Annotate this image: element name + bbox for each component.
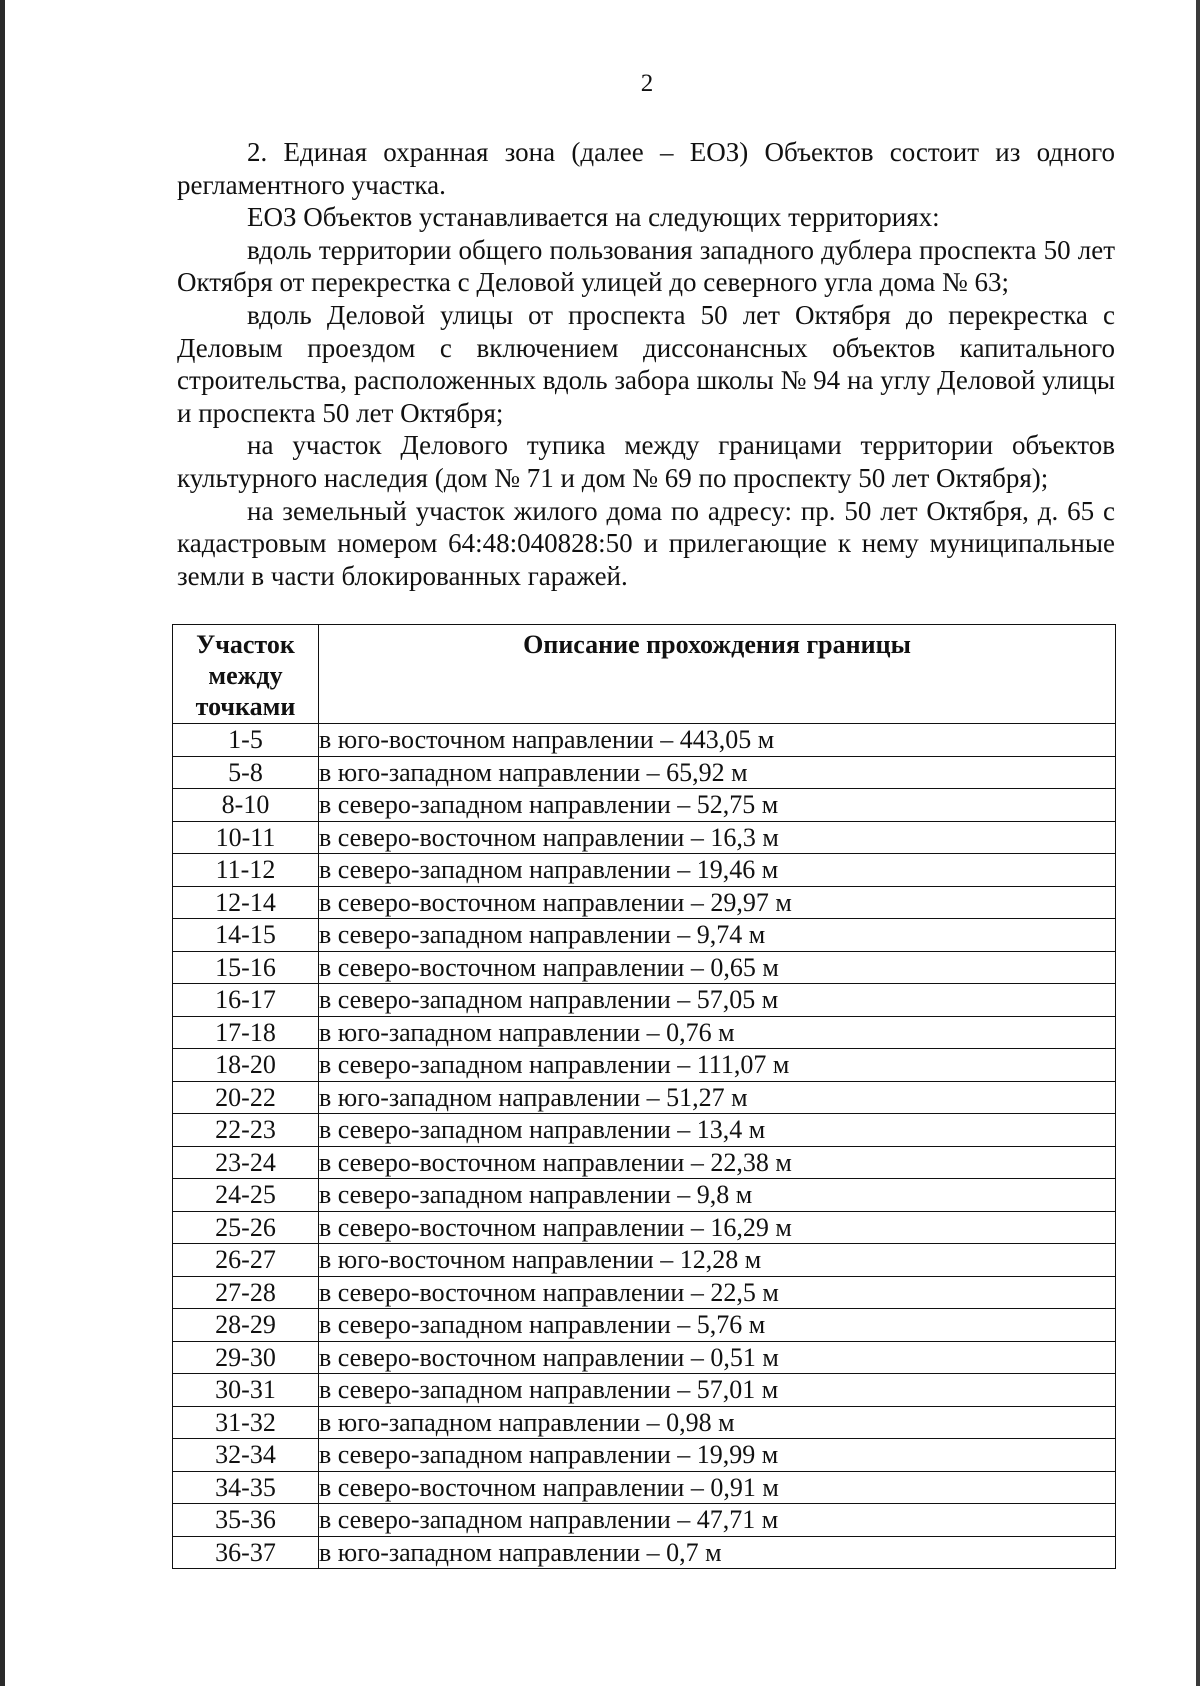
description-cell: в северо-западном направлении – 52,75 м xyxy=(319,789,1116,822)
segment-cell: 17-18 xyxy=(173,1016,319,1049)
description-cell: в северо-западном направлении – 5,76 м xyxy=(319,1309,1116,1342)
table-row xyxy=(173,1211,1116,1244)
description-cell: в северо-восточном направлении – 22,5 м xyxy=(319,1276,1116,1309)
table-row xyxy=(173,984,1116,1017)
description-cell: в северо-западном направлении – 9,8 м xyxy=(319,1179,1116,1212)
paragraph: 2. Единая охранная зона (далее – ЕОЗ) Объектов состоит из одного регламентного участка. xyxy=(177,137,1115,200)
boundary-table xyxy=(172,624,1116,1569)
segment-cell: 34-35 xyxy=(173,1471,319,1504)
paragraph: ЕОЗ Объектов устанавливается на следующих территориях: xyxy=(247,202,940,233)
paragraph: на участок Делового тупика между границами территории объектов культурного наследия (дом № 71 и дом № 69 по проспекту 50 лет Октября); xyxy=(177,430,1115,493)
description-cell: в юго-западном направлении – 0,76 м xyxy=(319,1016,1116,1049)
table-row xyxy=(173,789,1116,822)
description-cell: в юго-западном направлении – 0,98 м xyxy=(319,1406,1116,1439)
description-cell: в северо-западном направлении – 57,05 м xyxy=(319,984,1116,1017)
header-description: Описание прохождения границы xyxy=(319,625,1116,724)
paragraph: на земельный участок жилого дома по адресу: пр. 50 лет Октября, д. 65 с кадастровым номером 64:48:040828:50 и прилегающие к нему муниципальные земли в части блокированных гаражей. xyxy=(177,495,1115,591)
description-cell: в северо-восточном направлении – 16,29 м xyxy=(319,1211,1116,1244)
paragraph: вдоль территории общего пользования западного дублера проспекта 50 лет Октября от перекрестка с Деловой улицей до северного угла дома № 63; xyxy=(177,234,1115,298)
table-row xyxy=(173,1016,1116,1049)
description-cell: в северо-западном направлении – 47,71 м xyxy=(319,1504,1116,1537)
segment-cell: 22-23 xyxy=(173,1114,319,1147)
segment-cell: 1-5 xyxy=(173,724,319,757)
table-row xyxy=(173,1406,1116,1439)
paragraph: вдоль Деловой улицы от проспекта 50 лет Октября до перекрестка с Деловым проездом с включением диссонансных объектов капитального строительства, расположенных вдоль забора школы № 94 на углу Деловой улицы и проспекта 50 лет Октября; xyxy=(177,299,1115,428)
table-row xyxy=(173,1049,1116,1082)
description-cell: в северо-восточном направлении – 29,97 м xyxy=(319,886,1116,919)
table-row xyxy=(173,1081,1116,1114)
table-row xyxy=(173,1179,1116,1212)
table-row xyxy=(173,1114,1116,1147)
segment-cell: 16-17 xyxy=(173,984,319,1017)
table-row xyxy=(173,821,1116,854)
table-row xyxy=(173,1374,1116,1407)
segment-cell: 10-11 xyxy=(173,821,319,854)
table-row xyxy=(173,951,1116,984)
table-row xyxy=(173,886,1116,919)
segment-cell: 24-25 xyxy=(173,1179,319,1212)
table-row xyxy=(173,1471,1116,1504)
table-row xyxy=(173,1439,1116,1472)
header-segment: Участок между точками xyxy=(173,625,319,724)
segment-cell: 23-24 xyxy=(173,1146,319,1179)
table-row xyxy=(173,1276,1116,1309)
segment-cell: 30-31 xyxy=(173,1374,319,1407)
table-row xyxy=(173,1309,1116,1342)
segment-cell: 18-20 xyxy=(173,1049,319,1082)
segment-cell: 15-16 xyxy=(173,951,319,984)
table-row xyxy=(173,1536,1116,1569)
segment-cell: 26-27 xyxy=(173,1244,319,1277)
segment-cell: 25-26 xyxy=(173,1211,319,1244)
segment-cell: 14-15 xyxy=(173,919,319,952)
description-cell: в юго-западном направлении – 65,92 м xyxy=(319,756,1116,789)
scan-edge-right xyxy=(1196,0,1200,1686)
segment-cell: 27-28 xyxy=(173,1276,319,1309)
description-cell: в юго-западном направлении – 51,27 м xyxy=(319,1081,1116,1114)
table-row xyxy=(173,724,1116,757)
table-row xyxy=(173,756,1116,789)
table-row xyxy=(173,919,1116,952)
table-row xyxy=(173,854,1116,887)
description-cell: в северо-восточном направлении – 0,51 м xyxy=(319,1341,1116,1374)
body-text xyxy=(177,136,1115,592)
segment-cell: 8-10 xyxy=(173,789,319,822)
table-row xyxy=(173,1244,1116,1277)
segment-cell: 29-30 xyxy=(173,1341,319,1374)
description-cell: в северо-западном направлении – 57,01 м xyxy=(319,1374,1116,1407)
description-cell: в северо-восточном направлении – 22,38 м xyxy=(319,1146,1116,1179)
description-cell: в юго-восточном направлении – 443,05 м xyxy=(319,724,1116,757)
description-cell: в северо-восточном направлении – 16,3 м xyxy=(319,821,1116,854)
segment-cell: 11-12 xyxy=(173,854,319,887)
segment-cell: 12-14 xyxy=(173,886,319,919)
description-cell: в северо-западном направлении – 111,07 м xyxy=(319,1049,1116,1082)
description-cell: в северо-восточном направлении – 0,65 м xyxy=(319,951,1116,984)
description-cell: в юго-восточном направлении – 12,28 м xyxy=(319,1244,1116,1277)
segment-cell: 20-22 xyxy=(173,1081,319,1114)
description-cell: в северо-западном направлении – 19,46 м xyxy=(319,854,1116,887)
table-header-row xyxy=(173,625,1116,724)
table-row xyxy=(173,1504,1116,1537)
segment-cell: 28-29 xyxy=(173,1309,319,1342)
scan-edge-left xyxy=(0,0,5,1686)
description-cell: в северо-западном направлении – 13,4 м xyxy=(319,1114,1116,1147)
table-row xyxy=(173,1341,1116,1374)
table-row xyxy=(173,1146,1116,1179)
description-cell: в юго-западном направлении – 0,7 м xyxy=(319,1536,1116,1569)
description-cell: в северо-восточном направлении – 0,91 м xyxy=(319,1471,1116,1504)
segment-cell: 36-37 xyxy=(173,1536,319,1569)
segment-cell: 5-8 xyxy=(173,756,319,789)
description-cell: в северо-западном направлении – 19,99 м xyxy=(319,1439,1116,1472)
segment-cell: 35-36 xyxy=(173,1504,319,1537)
segment-cell: 31-32 xyxy=(173,1406,319,1439)
description-cell: в северо-западном направлении – 9,74 м xyxy=(319,919,1116,952)
segment-cell: 32-34 xyxy=(173,1439,319,1472)
table-body xyxy=(173,724,1116,1569)
page-number: 2 xyxy=(640,70,654,97)
